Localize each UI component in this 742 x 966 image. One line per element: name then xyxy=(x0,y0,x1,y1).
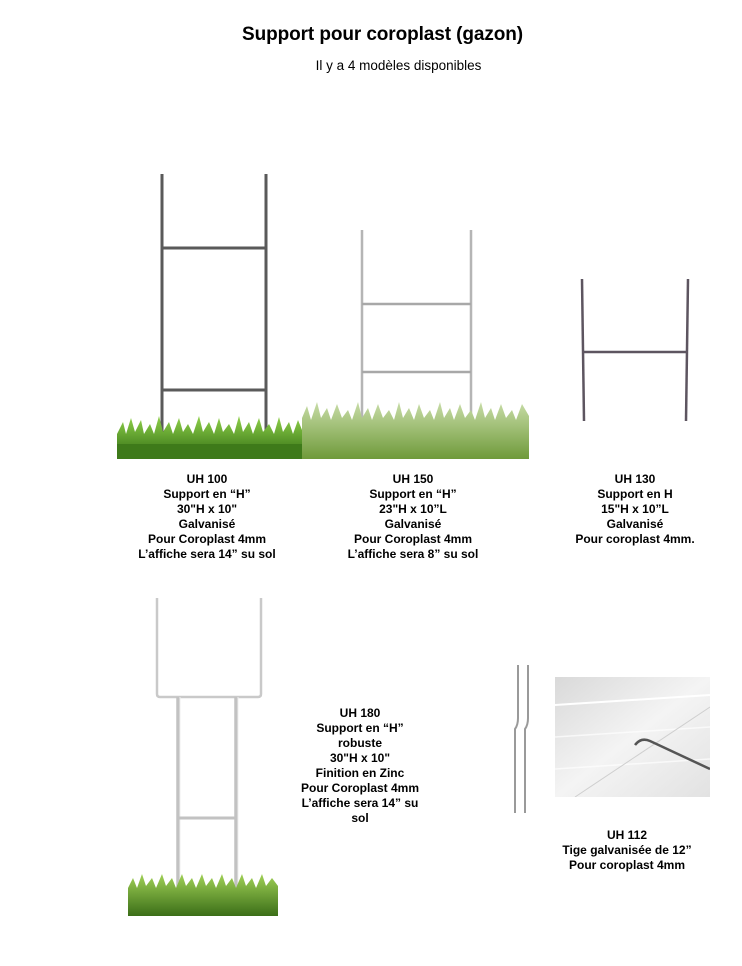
product-code: UH 112 xyxy=(606,828,648,842)
uh130-caption xyxy=(560,472,710,547)
uh100-caption xyxy=(112,472,302,562)
page-title: Support pour coroplast (gazon) xyxy=(242,24,523,45)
caption-line: Support en “H” xyxy=(163,487,251,501)
caption-line: L’affiche sera 14” su xyxy=(301,796,419,810)
product-code: UH 150 xyxy=(392,472,434,486)
uh180-image xyxy=(128,596,278,916)
h-stand-grass-icon xyxy=(302,228,529,459)
uh112-caption xyxy=(545,828,709,873)
uh100-image xyxy=(117,172,302,459)
caption-line: 15"H x 10”L xyxy=(601,502,669,516)
caption-line: L’affiche sera 14” su sol xyxy=(138,547,276,561)
caption-line: Pour Coroplast 4mm xyxy=(147,532,267,546)
h-stand-icon xyxy=(566,275,706,425)
caption-line: Pour Coroplast 4mm xyxy=(353,532,473,546)
caption-line: sol xyxy=(351,811,369,825)
h-stand-grass-icon xyxy=(117,172,302,459)
uh180-caption xyxy=(290,706,430,826)
product-code: UH 180 xyxy=(339,706,381,720)
caption-line: Finition en Zinc xyxy=(315,766,405,780)
uh112-coroplast-image xyxy=(555,677,710,797)
caption-line: Galvanisé xyxy=(178,517,236,531)
uh150-caption xyxy=(318,472,508,562)
uh150-image xyxy=(302,228,529,459)
uh130-image xyxy=(566,275,706,425)
product-code: UH 130 xyxy=(614,472,656,486)
caption-line: Pour coroplast 4mm. xyxy=(575,532,695,546)
caption-line: Support en “H” xyxy=(369,487,457,501)
caption-line: Galvanisé xyxy=(606,517,664,531)
uh112-stakes-image xyxy=(508,663,538,818)
page-subtitle: Il y a 4 modèles disponibles xyxy=(315,58,482,73)
caption-line: Support en “H” xyxy=(316,721,404,735)
caption-line: Tige galvanisée de 12” xyxy=(562,843,692,857)
caption-line: Support en H xyxy=(597,487,673,501)
caption-line: 23"H x 10”L xyxy=(379,502,447,516)
caption-line: 30"H x 10" xyxy=(329,751,391,765)
product-code: UH 100 xyxy=(186,472,228,486)
caption-line: Galvanisé xyxy=(384,517,442,531)
heavy-h-stand-grass-icon xyxy=(128,596,278,916)
wire-stake-icon xyxy=(508,663,538,818)
caption-line: Pour Coroplast 4mm xyxy=(300,781,420,795)
caption-line: robuste xyxy=(337,736,382,750)
caption-line: 30"H x 10" xyxy=(176,502,238,516)
wire-stake-coroplast-icon xyxy=(555,677,710,797)
caption-line: L’affiche sera 8” su sol xyxy=(347,547,479,561)
caption-line: Pour coroplast 4mm xyxy=(568,858,686,872)
